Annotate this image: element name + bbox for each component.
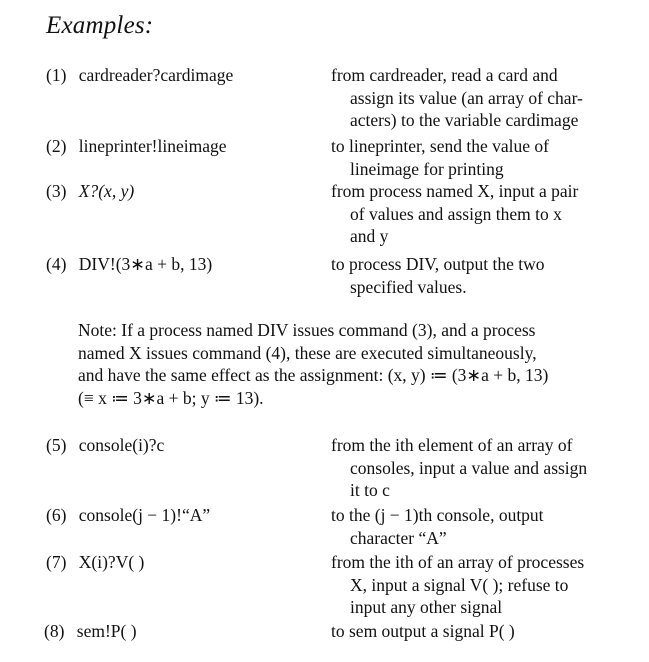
description-line: from cardreader, read a card and <box>331 65 558 85</box>
example-3-command <box>46 180 134 203</box>
example-3-description <box>331 180 623 248</box>
example-2-description <box>331 135 623 180</box>
description-line: input any other signal <box>350 597 503 617</box>
description-line: specified values. <box>350 276 467 297</box>
example-command: DIV!(3∗a + b, 13) <box>78 254 213 274</box>
description-line: character “A” <box>350 527 447 548</box>
example-command: console(j − 1)!“A” <box>78 505 211 525</box>
example-1-command <box>46 64 233 87</box>
example-5-command <box>46 434 164 457</box>
example-number: (5) <box>46 435 67 455</box>
description-line: to the (j − 1)th console, output <box>331 505 544 525</box>
example-7-description <box>331 551 623 619</box>
example-number: (7) <box>46 552 67 572</box>
example-command: X(i)?V( ) <box>78 552 145 572</box>
description-line: acters) to the variable cardimage <box>350 110 579 130</box>
example-command: sem!P( ) <box>76 621 137 641</box>
example-4-command <box>46 253 212 276</box>
description-line: to lineprinter, send the value of <box>331 136 549 156</box>
example-number: (4) <box>46 254 67 274</box>
example-6-description <box>331 504 623 549</box>
example-6-command <box>46 504 210 527</box>
description-line: from process named X, input a pair <box>331 181 579 201</box>
example-1-description <box>331 64 623 132</box>
note-paragraph <box>78 319 618 409</box>
note-line: Note: If a process named DIV issues command (3), and a process <box>78 320 536 340</box>
example-command: X?(x, y) <box>78 181 135 201</box>
example-8-command <box>44 620 137 643</box>
description-line: X, input a signal V( ); refuse to <box>350 574 569 595</box>
description-line: from the ith of an array of processes <box>331 552 585 572</box>
example-number: (1) <box>46 65 67 85</box>
description-line: consoles, input a value and assign <box>350 457 588 478</box>
example-number: (8) <box>44 621 65 641</box>
example-5-description <box>331 434 623 502</box>
note-line: (≡ x ≔ 3∗a + b; y ≔ 13). <box>78 387 264 408</box>
description-line: of values and assign them to x <box>350 203 562 224</box>
example-2-command <box>46 135 227 158</box>
description-line: it to c <box>350 480 390 500</box>
example-number: (2) <box>46 136 67 156</box>
example-4-description <box>331 253 623 298</box>
example-command: console(i)?c <box>78 435 165 455</box>
example-number: (6) <box>46 505 67 525</box>
example-number: (3) <box>46 181 67 201</box>
note-line: named X issues command (4), these are executed simultaneously, <box>78 342 537 363</box>
description-line: to sem output a signal P( ) <box>331 621 515 641</box>
description-line: assign its value (an array of char- <box>350 87 583 108</box>
description-line: to process DIV, output the two <box>331 254 545 274</box>
note-line: and have the same effect as the assignment: (x, y) ≔ (3∗a + b, 13) <box>78 365 549 385</box>
examples-heading: Examples: <box>46 12 154 39</box>
description-line: and y <box>350 226 389 246</box>
example-7-command <box>46 551 144 574</box>
example-8-description <box>331 620 623 643</box>
description-line: from the ith element of an array of <box>331 435 573 455</box>
example-command: lineprinter!lineimage <box>78 136 227 156</box>
description-line: lineimage for printing <box>350 158 504 179</box>
example-command: cardreader?cardimage <box>78 65 234 85</box>
